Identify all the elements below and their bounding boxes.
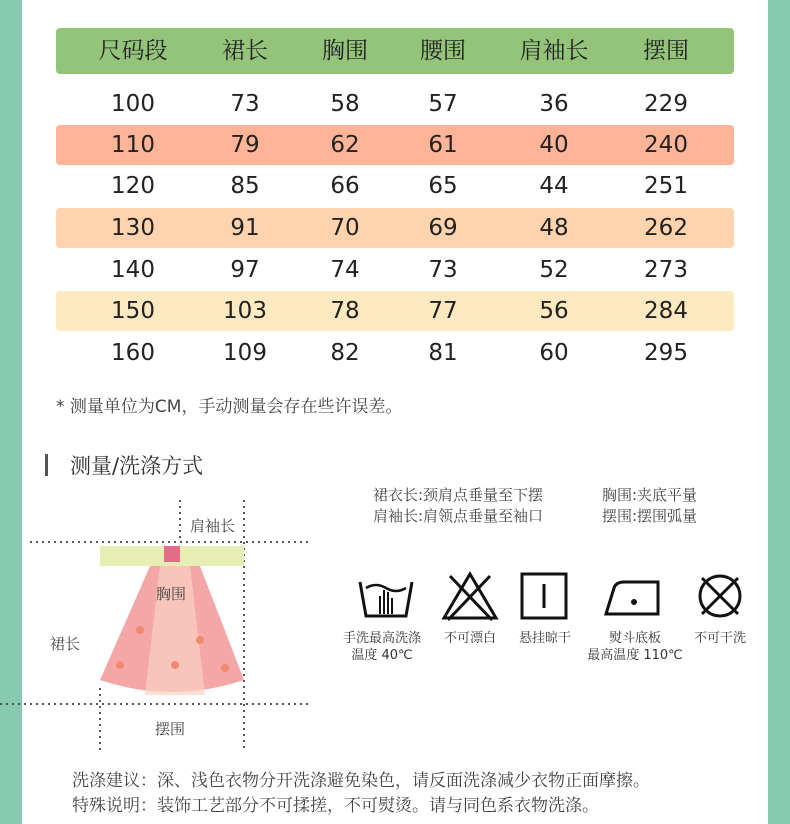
cell-length: 73 [230,91,260,117]
hand-wash-icon [356,570,416,622]
cell-sleeve: 56 [539,298,569,324]
cell-chest: 82 [330,340,360,366]
label-hem: 摆围 [155,720,186,738]
desc-hem: 摆围:摆围弧量 [602,507,698,525]
cell-hem: 295 [644,340,688,366]
cell-hem: 229 [644,91,688,117]
cell-size: 110 [111,132,155,158]
wash-advice: 洗涤建议：深、浅色衣物分开洗涤避免染色，请反面洗涤减少衣物正面摩擦。 [72,771,650,791]
cell-hem: 240 [644,132,688,158]
cell-chest: 74 [330,257,360,283]
cell-hem: 251 [644,173,688,199]
table-row [0,125,790,165]
cell-chest: 78 [330,298,360,324]
cell-hem: 273 [644,257,688,283]
size-table-header-row [0,28,790,68]
garment-collar [164,546,180,562]
label-no-bleach: 不可漂白 [443,631,496,646]
cell-sleeve: 52 [539,257,569,283]
table-row [0,84,790,124]
header-length: 裙长 [222,38,268,64]
table-row [0,250,790,290]
cell-waist: 77 [428,298,458,324]
no-bleach-icon [440,570,500,622]
label-skirt-length: 裙长 [50,635,81,653]
cell-chest: 70 [330,215,360,241]
measurement-note: * 测量单位为CM，手动测量会存在些许误差。 [56,397,403,417]
iron-icon [602,570,662,622]
cell-waist: 81 [428,340,458,366]
cell-chest: 58 [330,91,360,117]
cell-waist: 73 [428,257,458,283]
desc-skirt-length: 裙衣长:颈肩点垂量至下摆 [373,486,544,504]
label-sleeve-length: 肩袖长 [190,517,236,535]
hang-dry-icon [514,570,574,622]
cell-sleeve: 40 [539,132,569,158]
header-sleeve: 肩袖长 [519,38,589,64]
cell-waist: 65 [428,173,458,199]
label-iron: 熨斗底板 最高温度 110℃ [587,631,683,663]
label-no-dry-clean: 不可干洗 [693,631,746,646]
cell-hem: 284 [644,298,688,324]
cell-chest: 62 [330,132,360,158]
header-chest: 胸围 [322,38,368,64]
cell-hem: 262 [644,215,688,241]
table-row [0,166,790,206]
header-waist: 腰围 [420,38,466,64]
desc-sleeve-length: 肩袖长:肩领点垂量至袖口 [373,507,544,525]
table-row [0,208,790,248]
header-hem: 摆围 [643,38,689,64]
cell-waist: 61 [428,132,458,158]
header-size: 尺码段 [98,38,168,64]
cell-waist: 57 [428,91,458,117]
section-title: 测量/洗涤方式 [70,454,204,478]
label-hang-dry: 悬挂晾干 [518,631,571,646]
cell-length: 85 [230,173,260,199]
section-bar [45,454,48,476]
cell-sleeve: 60 [539,340,569,366]
cell-length: 79 [230,132,260,158]
special-note: 特殊说明：装饰工艺部分不可揉搓，不可熨烫。请与同色系衣物洗涤。 [72,796,599,816]
cell-size: 140 [111,257,155,283]
cell-sleeve: 44 [539,173,569,199]
no-dry-clean-icon [690,570,750,622]
cell-size: 160 [111,340,155,366]
cell-size: 150 [111,298,155,324]
cell-waist: 69 [428,215,458,241]
cell-length: 109 [223,340,267,366]
table-row [0,291,790,331]
cell-chest: 66 [330,173,360,199]
cell-sleeve: 36 [539,91,569,117]
table-row [0,333,790,373]
label-chest: 胸围 [156,585,187,603]
cell-size: 100 [111,91,155,117]
cell-size: 120 [111,173,155,199]
cell-length: 97 [230,257,260,283]
cell-size: 130 [111,215,155,241]
desc-chest: 胸围:夹底平量 [602,486,698,504]
label-hand-wash: 手洗最高洗涤 温度 40℃ [342,631,421,663]
cell-length: 103 [223,298,267,324]
cell-sleeve: 48 [539,215,569,241]
cell-length: 91 [230,215,260,241]
